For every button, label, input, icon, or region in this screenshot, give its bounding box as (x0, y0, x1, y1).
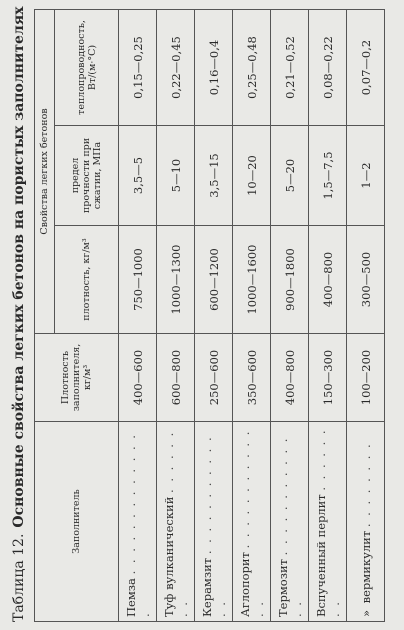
bulk-cell: 400—800 (271, 334, 309, 422)
row-name-cell: Пемза . . . . . . . . . . . . . . (119, 422, 157, 622)
row-name-cell: Вспученный перлит . . . . . . . . (309, 422, 347, 622)
strength-cell: 3,5—5 (119, 126, 157, 226)
bulk-cell: 400—600 (119, 334, 157, 422)
table-row (195, 10, 233, 622)
strength-cell: 1—2 (347, 126, 385, 226)
header-density: плотность, кг/м³ (55, 226, 119, 334)
table-row (271, 10, 309, 622)
bulk-cell: 100—200 (347, 334, 385, 422)
density-cell: 600—1200 (195, 226, 233, 334)
header-group: Свойства легких бетонов (35, 10, 55, 334)
table-row (309, 10, 347, 622)
conductivity-cell: 0,15—0,25 (119, 10, 157, 126)
density-cell: 750—1000 (119, 226, 157, 334)
conductivity-cell: 0,21—0,52 (271, 10, 309, 126)
strength-cell: 3,5—15 (195, 126, 233, 226)
strength-cell: 10—20 (233, 126, 271, 226)
conductivity-cell: 0,25—0,48 (233, 10, 271, 126)
table-row (119, 10, 157, 622)
bulk-cell: 350—600 (233, 334, 271, 422)
header-strength: предел прочности при сжатии, МПа (55, 126, 119, 226)
row-name-cell: Термозит . . . . . . . . . . . . . (271, 422, 309, 622)
density-cell: 400—800 (309, 226, 347, 334)
header-filler: Заполнитель (35, 422, 119, 622)
row-name-cell: » вермикулит . . . . . . . . (347, 422, 385, 622)
bulk-cell: 250—600 (195, 334, 233, 422)
strength-cell: 5—10 (157, 126, 195, 226)
table-row (157, 10, 195, 622)
conductivity-cell: 0,07—0,2 (347, 10, 385, 126)
bulk-cell: 150—300 (309, 334, 347, 422)
header-conductivity: теплопроводность, Вт/(м·°С) (55, 10, 119, 126)
row-name-cell: Туф вулканический . . . . . . . . (157, 422, 195, 622)
header-bulk-density: Плотность заполнителя, кг/м³ (35, 334, 119, 422)
data-table (34, 9, 385, 622)
table-caption (6, 8, 32, 622)
density-cell: 1000—1600 (233, 226, 271, 334)
table-row (347, 10, 385, 622)
conductivity-cell: 0,22—0,45 (157, 10, 195, 126)
density-cell: 300—500 (347, 226, 385, 334)
ditto-mark: » (358, 609, 373, 617)
conductivity-cell: 0,08—0,22 (309, 10, 347, 126)
strength-cell: 5—20 (271, 126, 309, 226)
caption-prefix: Таблица 12. (11, 533, 27, 622)
density-cell: 900—1800 (271, 226, 309, 334)
row-name-cell: Аглопорит . . . . . . . . . . . . . (233, 422, 271, 622)
conductivity-cell: 0,16—0,4 (195, 10, 233, 126)
row-name-cell: Керамзит . . . . . . . . . . . . . (195, 422, 233, 622)
density-cell: 1000—1300 (157, 226, 195, 334)
strength-cell: 1,5—7,5 (309, 126, 347, 226)
caption-title: Основные свойства легких бетонов на пористых заполнителях (11, 6, 27, 528)
table-row (233, 10, 271, 622)
bulk-cell: 600—800 (157, 334, 195, 422)
